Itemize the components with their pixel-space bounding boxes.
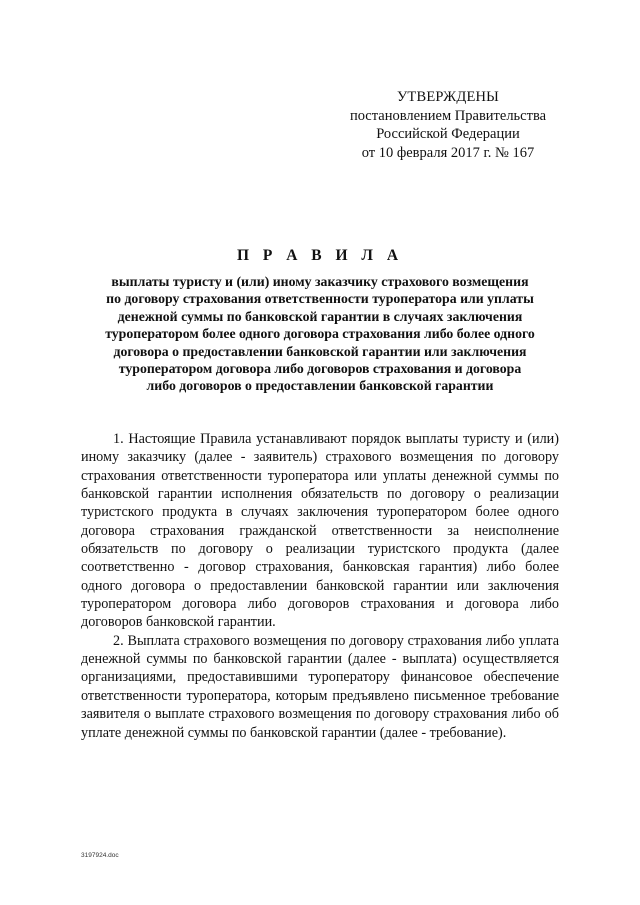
approval-block <box>318 88 578 162</box>
paragraph-1: 1. Настоящие Правила устанавливают порядок выплаты туристу и (или) иному заказчику (далее - заявитель) страхового возмещения по договору страхования ответственности туроператора или уплаты денежной суммы по банковской гарантии исполнения обязательств по договору о реализации туристского продукта в случаях заключения туроператором более одного договора страхования гражданской ответственности за неисполнение обязательств по договору о реализации туристского продукта (далее соответственно - договор страхования, банковская гарантия) либо более одного договора о предоставлении банковской гарантии или заключения туроператором договора либо договоров страхования и договора либо договоров банковской гарантии. <box>81 431 559 631</box>
document-title: П Р А В И Л А <box>236 247 404 264</box>
approval-line: Российской Федерации <box>376 126 520 142</box>
file-name-footer: 3197924.doc <box>81 852 119 859</box>
approval-heading: УТВЕРЖДЕНЫ <box>396 89 500 105</box>
subtitle-line: либо договоров о предоставлении банковской гарантии <box>146 378 494 394</box>
subtitle-line: туроператором более одного договора страхования либо более одного <box>105 326 535 342</box>
subtitle-line: договора о предоставлении банковской гарантии или заключения <box>113 343 527 359</box>
subtitle-line: по договору страхования ответственности туроператора или уплаты <box>106 291 534 307</box>
approval-line: постановлением Правительства <box>349 107 547 124</box>
subtitle-line: туроператором договора либо договоров страхования и договора <box>118 361 522 377</box>
document-subtitle <box>72 273 568 395</box>
subtitle-line: выплаты туристу и (или) иному заказчику страхового возмещения <box>111 274 529 289</box>
approval-date-number: от 10 февраля 2017 г. № 167 <box>361 144 535 161</box>
paragraph-2: 2. Выплата страхового возмещения по договору страхования либо уплата денежной суммы по банковской гарантии (далее - выплата) осуществляется организациями, предоставившими туроператору финансовое обеспечение ответственности туроператора, которым предъявлено письменное требование заявителя о выплате страхового возмещения по договору страхования либо об уплате денежной суммы по банковской гарантии (далее - требование). <box>81 632 559 741</box>
document-body <box>81 430 559 742</box>
subtitle-line: денежной суммы по банковской гарантии в случаях заключения <box>117 308 523 324</box>
